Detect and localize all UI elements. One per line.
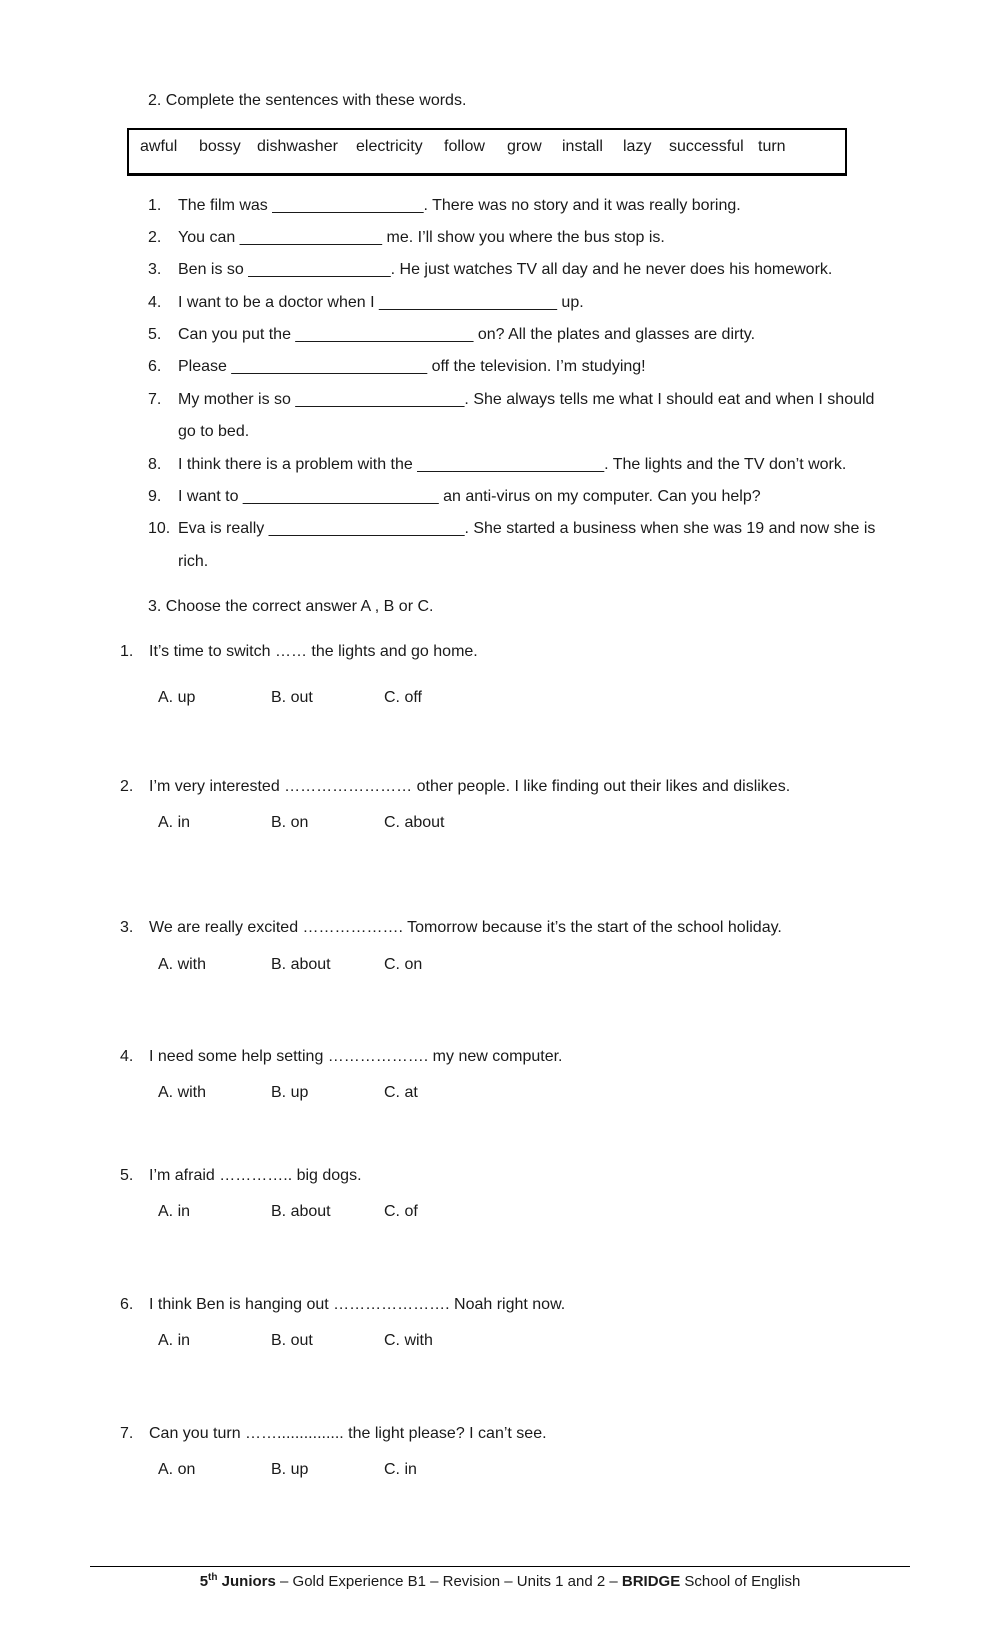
word-bank-item: lazy <box>623 138 652 155</box>
option-b: B. about <box>271 956 331 973</box>
word-bank-item: awful <box>140 138 178 155</box>
fill-in-sentence: The film was _________________. There was no story and it was really boring. <box>178 197 741 214</box>
question-text: We are really excited ………………. Tomorrow because it’s the start of the school holiday. <box>149 919 782 936</box>
question-number: 2. <box>120 778 134 795</box>
footer-divider <box>90 1566 910 1567</box>
fill-in-sentence: I want to be a doctor when I ____________________ up. <box>178 294 584 311</box>
question-text: I’m afraid ………….. big dogs. <box>149 1167 362 1184</box>
item-number: 10. <box>148 520 171 537</box>
option-b: B. out <box>271 1332 313 1349</box>
fill-in-sentence: Can you put the ____________________ on? All the plates and glasses are dirty. <box>178 326 756 343</box>
item-number: 2. <box>148 229 162 246</box>
footer-grade-number: 5 <box>199 1573 209 1590</box>
footer-grade-suffix: th <box>208 1572 218 1583</box>
word-bank-item: install <box>562 138 603 155</box>
item-number: 7. <box>148 391 162 408</box>
item-number: 8. <box>148 456 162 473</box>
fill-in-sentence: My mother is so ___________________. She always tells me what I should eat and when I should <box>178 391 875 408</box>
option-c: C. about <box>384 814 445 831</box>
fill-in-sentence: I want to ______________________ an anti-virus on my computer. Can you help? <box>178 488 761 505</box>
question-number: 3. <box>120 919 134 936</box>
word-bank-item: electricity <box>356 138 423 155</box>
option-b: B. up <box>271 1461 309 1478</box>
fill-in-sentence: Ben is so ________________. He just watches TV all day and he never does his homework. <box>178 261 833 278</box>
option-a: A. with <box>158 1084 207 1101</box>
question-number: 7. <box>120 1425 134 1442</box>
fill-in-sentence: Eva is really ______________________. She started a business when she was 19 and now she is <box>178 520 876 537</box>
question-number: 6. <box>120 1296 134 1313</box>
option-a: A. in <box>158 814 191 831</box>
question-text: I’m very interested …………………… other people. I like finding out their likes and dislikes. <box>149 778 791 795</box>
question-number: 1. <box>120 643 134 660</box>
footer-school-brand: BRIDGE <box>621 1573 681 1590</box>
item-number: 1. <box>148 197 162 214</box>
word-bank-item: grow <box>507 138 542 155</box>
question-text: I need some help setting ………………. my new computer. <box>149 1048 563 1065</box>
option-b: B. about <box>271 1203 331 1220</box>
fill-in-sentence-continued: rich. <box>178 553 209 570</box>
question-text: I think Ben is hanging out …………………. Noah right now. <box>149 1296 566 1313</box>
word-bank-item: follow <box>444 138 485 155</box>
fill-in-sentence: Please ______________________ off the television. I’m studying! <box>178 358 646 375</box>
option-c: C. off <box>384 689 422 706</box>
option-a: A. with <box>158 956 207 973</box>
question-number: 4. <box>120 1048 134 1065</box>
page-footer <box>0 1572 1000 1590</box>
section-3-heading: 3. Choose the correct answer A , B or C. <box>148 598 434 615</box>
footer-grade <box>200 1573 276 1590</box>
option-c: C. in <box>384 1461 417 1478</box>
option-b: B. up <box>271 1084 309 1101</box>
option-b: B. out <box>271 689 313 706</box>
word-bank-item: bossy <box>199 138 241 155</box>
word-bank-item: turn <box>758 138 786 155</box>
word-bank-box <box>127 128 847 176</box>
footer-grade-word: Juniors <box>217 1573 276 1590</box>
word-bank-item: dishwasher <box>257 138 338 155</box>
option-a: A. in <box>158 1203 191 1220</box>
option-c: C. of <box>384 1203 418 1220</box>
question-number: 5. <box>120 1167 134 1184</box>
footer-school-rest: School of English <box>680 1573 801 1590</box>
question-text: Can you turn ……............... the light please? I can’t see. <box>149 1425 547 1442</box>
option-b: B. on <box>271 814 309 831</box>
option-c: C. with <box>384 1332 433 1349</box>
option-a: A. up <box>158 689 196 706</box>
item-number: 9. <box>148 488 162 505</box>
option-a: A. in <box>158 1332 191 1349</box>
option-a: A. on <box>158 1461 196 1478</box>
item-number: 3. <box>148 261 162 278</box>
item-number: 6. <box>148 358 162 375</box>
item-number: 5. <box>148 326 162 343</box>
question-text: It’s time to switch …… the lights and go home. <box>149 643 478 660</box>
footer-course-info: – Gold Experience B1 – Revision – Units 1 and 2 – <box>275 1573 622 1590</box>
section-2-heading: 2. Complete the sentences with these words. <box>148 92 467 109</box>
fill-in-sentence-continued: go to bed. <box>178 423 250 440</box>
fill-in-sentence: You can ________________ me. I’ll show you where the bus stop is. <box>178 229 665 246</box>
item-number: 4. <box>148 294 162 311</box>
option-c: C. at <box>384 1084 418 1101</box>
word-bank-item: successful <box>669 138 744 155</box>
option-c: C. on <box>384 956 423 973</box>
fill-in-sentence: I think there is a problem with the _____________________. The lights and the TV don’t work. <box>178 456 847 473</box>
